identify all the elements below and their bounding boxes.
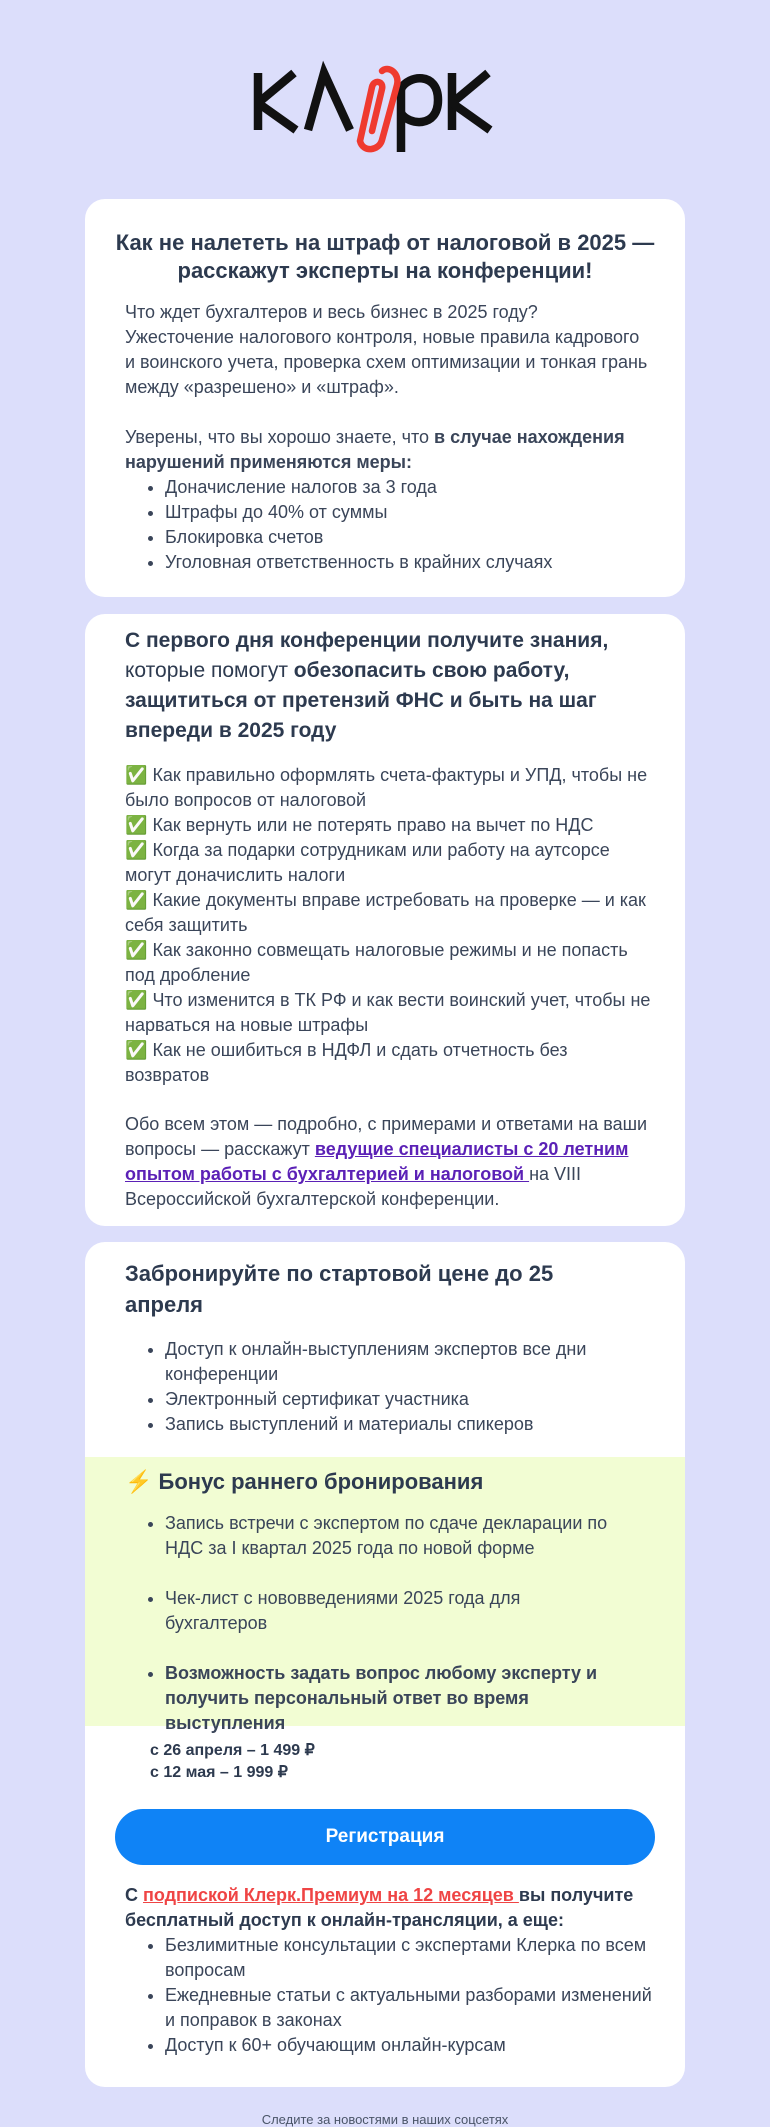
intro-card [85,199,685,597]
check-icon: ✅ [125,940,148,960]
benefits-heading-bold1: С первого дня конференции получите знания, [125,629,609,652]
list-item: • Запись встречи с экспертом по сдаче декларации по НДС за I квартал 2025 года по новой форме [165,1511,625,1561]
premium-lead: С подпиской Клерк.Премиум на 12 месяцев вы получите бесплатный доступ к онлайн-трансляции, а еще: [125,1885,634,1930]
booking-card [85,1242,685,2087]
bonus-list [125,1511,625,1736]
measures-lead [125,425,650,475]
check-icon: ✅ [125,840,148,860]
lightning-icon: ⚡ [125,1469,153,1494]
list-item: • Доступ к онлайн-выступлениям экспертов все дни конференции [165,1337,625,1387]
check-item: ✅ Как законно совмещать налоговые режимы и не попасть под дробление [125,940,628,985]
list-item: • Электронный сертификат участника [165,1387,625,1412]
price-line: с 12 мая – 1 999 ₽ [150,1764,288,1781]
klerk-logo[interactable] [250,45,520,155]
check-item: ✅ Как правильно оформлять счета-фактуры и УПД, чтобы не было вопросов от налоговой [125,765,648,810]
check-item: ✅ Как не ошибиться в НДФЛ и сдать отчетность без возвратов [125,1040,568,1085]
checklist [125,763,655,1088]
perks-list [125,1337,625,1437]
intro-paragraph: Что ждет бухгалтеров и весь бизнес в 2025 году? Ужесточение налогового контроля, новые правила кадрового и воинского учета, проверка схем оптимизации и тонкая грань между «разрешено» и «штраф». [125,302,648,397]
benefits-heading-bold2: обезопасить свою работу, защититься от претензий ФНС и быть на шаг впереди в 2025 году [125,659,597,742]
header-logo-area [0,0,770,200]
check-icon: ✅ [125,890,148,910]
early-bonus-section [85,1457,685,1733]
list-item: • Блокировка счетов [165,525,650,550]
speakers-link[interactable]: ведущие специалисты с 20 летним опытом работы с бухгалтерией и налоговой [125,1139,629,1184]
paperclip-icon [360,69,397,149]
benefits-heading-plain: которые помогут [125,659,294,682]
benefits-heading [125,626,650,746]
benefits-outro: Обо всем этом — подробно, с примерами и ответами на ваши вопросы — расскажут ведущие специалисты с 20 летним опытом работы с бухгалтерией и налоговой на VIII Всероссийской бухгалтерской конференции. [125,1114,648,1209]
list-item: • Доначисление налогов за 3 года [165,475,650,500]
check-icon: ✅ [125,765,148,785]
check-item: ✅ Когда за подарки сотрудникам или работу на аутсорсе могут доначислить налоги [125,840,610,885]
footer-social-caption: Следите за новостями в наших соцсетях [261,2112,509,2127]
measures-list [125,475,650,575]
premium-list [125,1933,655,2058]
intro-title: Как не налететь на штраф от налоговой в 2025 — расскажут эксперты на конференции! [115,230,655,283]
price-line: с 26 апреля – 1 499 ₽ [150,1742,315,1759]
list-item: • Запись выступлений и материалы спикеров [165,1412,625,1437]
benefits-card [85,614,685,1226]
price-schedule [150,1740,315,1784]
measures-lead-plain: Уверены, что вы хорошо знаете, что [125,427,435,447]
booking-title: Забронируйте по стартовой цене до 25 апреля [125,1261,554,1317]
premium-link[interactable]: подпиской Клерк.Премиум на 12 месяцев [143,1885,519,1905]
check-icon: ✅ [125,990,148,1010]
list-item: • Чек-лист с нововведениями 2025 года для бухгалтеров [165,1586,625,1636]
check-icon: ✅ [125,1040,148,1060]
list-item: • Возможность задать вопрос любому эксперту и получить персональный ответ во время выступления [165,1661,625,1736]
list-item: • Штрафы до 40% от суммы [165,500,650,525]
list-item: • Уголовная ответственность в крайних случаях [165,550,650,575]
register-button[interactable]: Регистрация [115,1809,655,1865]
check-icon: ✅ [125,815,148,835]
list-item: • Доступ к 60+ обучающим онлайн-курсам [165,2033,655,2058]
bonus-title: ⚡ Бонус раннего бронирования [125,1469,484,1494]
check-item: ✅ Какие документы вправе истребовать на проверке — и как себя защитить [125,890,646,935]
list-item: • Ежедневные статьи с актуальными разборами изменений и поправок в законах [165,1983,655,2033]
check-item: ✅ Что изменится в ТК РФ и как вести воинский учет, чтобы не нарваться на новые штрафы [125,990,651,1035]
check-item: ✅ Как вернуть или не потерять право на вычет по НДС [125,815,594,835]
list-item: • Безлимитные консультации с экспертами Клерка по всем вопросам [165,1933,655,1983]
measures-lead-bold: в случае нахождения нарушений применяются меры: [125,427,625,472]
